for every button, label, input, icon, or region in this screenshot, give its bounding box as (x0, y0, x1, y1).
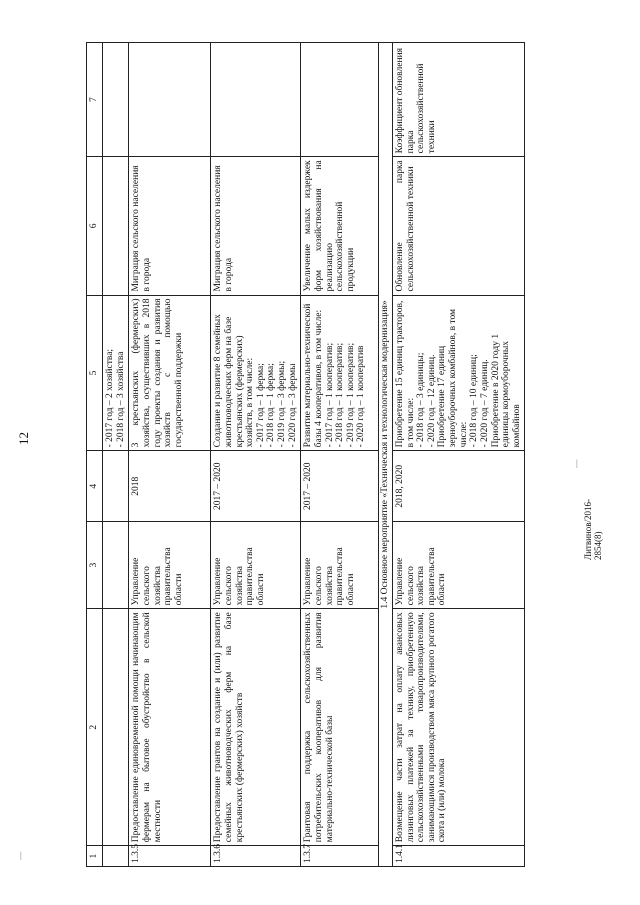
expected-result (301, 295, 379, 451)
cell-line: Приобретение 15 единиц тракторов, в том числе: (394, 300, 416, 448)
cell-line: - 2018 год – 3 хозяйства (115, 351, 126, 448)
table-row (129, 43, 211, 867)
cell-line: - 2019 год – 1 кооператив; (345, 342, 356, 448)
table-row (211, 43, 301, 867)
table-row (301, 43, 379, 867)
responsible-executor: Управление сельского хозяйства правительства области (129, 522, 211, 609)
consequences: Миграция сельского населения в города (211, 157, 301, 295)
period: 2018 (129, 451, 211, 522)
section-title: 1.4 Основное мероприятие «Техническая и технологическая модернизация» (379, 43, 393, 867)
responsible-executor: Управление сельского хозяйства правительства области (301, 522, 379, 609)
cell-line: - 2018 год – 1 ферма; (266, 363, 277, 448)
measure-name: Возмещение части затрат на оплату авансовых лизинговых платежей за технику, приобретенную сельскохозяйственными товаропроизводителями, занимающимися производством мяса крупного рогатого скота и (или) молока (392, 609, 525, 846)
section-row (379, 43, 393, 867)
indicator (129, 43, 211, 157)
header-cell: 1 (87, 846, 103, 867)
cell-line: Приобретение в 2020 году 1 единицы кормоуборочных комбайнов (490, 333, 522, 448)
period: 2018, 2020 (392, 451, 525, 522)
cell-line: Приобретение 17 единиц зерноуборочных комбайнов, в том числе: (437, 308, 469, 448)
period: 2017 – 2020 (301, 451, 379, 522)
rotated-table-wrapper (86, 42, 522, 867)
consequences: Увеличение малых издержек форм хозяйствования на реализацию сельскохозяйственной продукции (301, 157, 379, 295)
header-cell: 2 (87, 609, 103, 846)
cell-line: - 2018 год – 1 кооператив; (335, 342, 346, 448)
cell-continuation (103, 295, 129, 451)
header-row (87, 43, 103, 867)
page-number: 12 (16, 432, 31, 445)
header-cell: 7 (87, 43, 103, 157)
header-cell: 3 (87, 522, 103, 609)
cell-line: 3 крестьянских (фермерских) хозяйства, осуществивших в 2018 году проекты создания и развития хозяйств с помощью государственной поддержки (131, 298, 184, 448)
expected-result (129, 295, 211, 451)
indicator: Коэффициент обновления парка сельскохозяйственной техники (392, 43, 525, 157)
cell-line: - 2020 год – 12 единиц. (426, 354, 437, 448)
indicator (301, 43, 379, 157)
row-number: 1.3.6 (211, 846, 301, 867)
row-number: 1.4.1 (392, 846, 525, 867)
scan-mark: | (576, 458, 578, 468)
table-row (392, 43, 525, 867)
row-number: 1.3.7 (301, 846, 379, 867)
cell-line: - 2017 год – 2 хозяйства; (105, 348, 115, 448)
expected-result (392, 295, 525, 451)
cell-line: - 2020 год – 7 единиц. (479, 359, 490, 448)
cell-line: - 2020 год – 1 кооператив (356, 345, 367, 448)
header-cell: 5 (87, 295, 103, 451)
cell-line: Создание и развитие 8 семейных животноводческих ферм на базе крестьянских (фермерских) хозяйств, в том числе: (213, 314, 256, 448)
expected-result (211, 295, 301, 451)
cell-line: - 2017 год – 1 кооператив; (324, 342, 335, 448)
table-row (103, 43, 129, 867)
header-cell: 4 (87, 451, 103, 522)
measure-name: Предоставление единовременной помощи начинающим фермерам на бытовое обустройство в сельской местности (129, 609, 211, 846)
cell-line: Развитие материально-технической базы 4 кооперативов, в том числе: (303, 303, 324, 448)
indicator (211, 43, 301, 157)
cell-line: - 2018 год – 3 единицы; (416, 352, 427, 448)
row-number: 1.3.5 (129, 846, 211, 867)
cell-line: - 2019 год – 3 фермы; (277, 360, 287, 448)
consequences: Миграция сельского населения в города (129, 157, 211, 295)
cell-line: - 2018 год – 10 единиц; (469, 354, 480, 448)
responsible-executor: Управление сельского хозяйства правительства области (392, 522, 525, 609)
document-reference: Литвинов/2016-2854(8) (583, 499, 603, 560)
cell-line: - 2017 год – 1 ферма; (255, 363, 266, 448)
measure-name: Предоставление грантов на создание и (или) развитие семейных животноводческих ферм на базе крестьянских (фермерских) хозяйств (211, 609, 301, 846)
header-cell: 6 (87, 157, 103, 295)
cell-line: - 2020 год – 3 фермы (287, 363, 298, 448)
consequences: Обновление парка сельскохозяйственной техники (392, 157, 525, 295)
period: 2017 – 2020 (211, 451, 301, 522)
measures-table (86, 42, 525, 867)
responsible-executor: Управление сельского хозяйства правительства области (211, 522, 301, 609)
measure-name: Грантовая поддержка сельскохозяйственных потребительских кооперативов для развития материально-технической базы (301, 609, 379, 846)
scan-mark: | (20, 850, 22, 860)
